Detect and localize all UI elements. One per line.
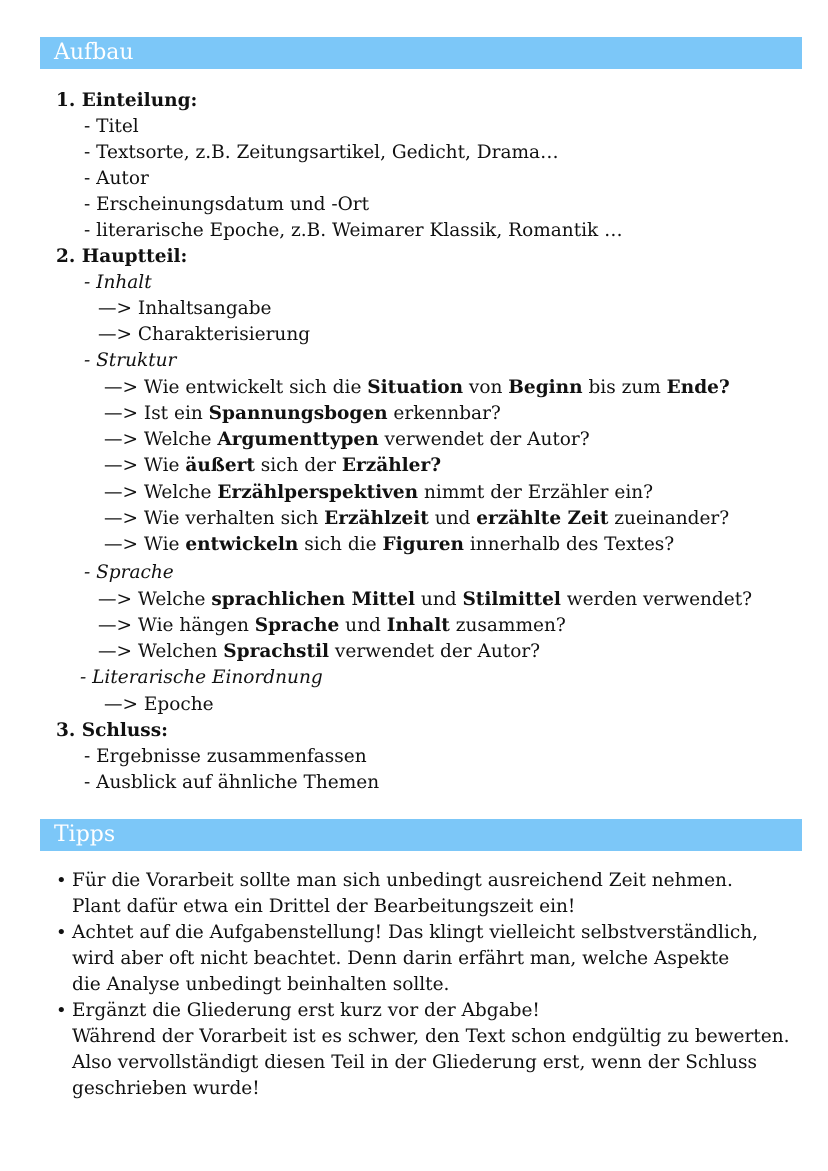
list-item: [104, 692, 214, 718]
list-item: - Ausblick auf ähnliche Themen: [84, 772, 380, 793]
text-run: —> Wie: [104, 455, 186, 476]
list-item: [104, 401, 501, 427]
list-item: [104, 453, 441, 479]
list-item: [104, 375, 730, 401]
text-run: —> Welchen: [98, 641, 224, 662]
text-run: —> Welche: [98, 589, 212, 610]
subsection-label-literarische-einordnung: - Literarische Einordnung: [80, 667, 323, 688]
text-run: —> Charakterisierung: [98, 324, 311, 345]
bullet-icon: •: [56, 1000, 67, 1021]
text-run: sich der: [254, 455, 342, 476]
list-item: - Titel: [84, 116, 139, 137]
text-run: innerhalb des Textes?: [463, 534, 675, 555]
tip-line: Während der Vorarbeit ist es schwer, den Text schon endgültig zu bewerten.: [72, 1026, 790, 1047]
bold-term: Ende?: [666, 377, 730, 398]
section-2-title: 2. Hauptteil:: [56, 246, 188, 267]
text-run: —> Wie entwickelt sich die: [104, 377, 368, 398]
list-item: [98, 639, 540, 665]
bullet-icon: •: [56, 922, 67, 943]
text-run: von: [463, 377, 509, 398]
list-item: - Autor: [84, 168, 149, 189]
bold-term: Erzähler?: [341, 455, 442, 476]
text-run: zueinander?: [608, 508, 730, 529]
list-item: [98, 613, 566, 639]
text-run: sich die: [298, 534, 383, 555]
list-item: [104, 532, 674, 558]
text-run: —> Ist ein: [104, 403, 209, 424]
text-run: verwendet der Autor?: [378, 429, 590, 450]
text-run: —> Welche: [104, 482, 218, 503]
subsection-label-inhalt: - Inhalt: [84, 272, 152, 293]
list-item: - literarische Epoche, z.B. Weimarer Klassik, Romantik …: [84, 220, 623, 241]
text-run: —> Inhaltsangabe: [98, 298, 272, 319]
list-item: [104, 480, 653, 506]
subsection-label-sprache: - Sprache: [84, 562, 174, 583]
text-run: und: [339, 615, 387, 636]
tip-line: Plant dafür etwa ein Drittel der Bearbeitungszeit ein!: [72, 896, 576, 917]
bold-term: Sprachstil: [223, 641, 330, 662]
tip-line: Achtet auf die Aufgabenstellung! Das klingt vielleicht selbstverständlich,: [72, 922, 759, 943]
bold-term: Figuren: [382, 534, 464, 555]
tip-line: geschrieben wurde!: [72, 1078, 260, 1099]
bold-term: Stilmittel: [462, 589, 561, 610]
section-3-title: 3. Schluss:: [56, 720, 168, 741]
list-item: [98, 587, 752, 613]
bold-term: entwickeln: [185, 534, 299, 555]
text-run: —> Wie: [104, 534, 186, 555]
tip-line: Für die Vorarbeit sollte man sich unbedingt ausreichend Zeit nehmen.: [72, 870, 733, 891]
list-item: [98, 296, 272, 322]
section-title-aufbau: Aufbau: [54, 40, 134, 65]
section-1-title: 1. Einteilung:: [56, 90, 198, 111]
text-run: —> Epoche: [104, 694, 214, 715]
text-run: —> Welche: [104, 429, 218, 450]
bold-term: Inhalt: [386, 615, 450, 636]
list-item: [104, 427, 590, 453]
bold-term: Beginn: [508, 377, 583, 398]
tip-line: die Analyse unbedingt beinhalten sollte.: [72, 974, 450, 995]
text-run: —> Wie verhalten sich: [104, 508, 325, 529]
text-run: und: [428, 508, 477, 529]
text-run: bis zum: [582, 377, 667, 398]
text-run: zusammen?: [449, 615, 566, 636]
text-run: werden verwendet?: [560, 589, 753, 610]
subsection-label-struktur: - Struktur: [84, 350, 177, 371]
tip-line: Also vervollständigt diesen Teil in der Gliederung erst, wenn der Schluss: [72, 1052, 757, 1073]
bold-term: Spannungsbogen: [208, 403, 388, 424]
text-run: verwendet der Autor?: [329, 641, 541, 662]
list-item: - Ergebnisse zusammenfassen: [84, 746, 367, 767]
list-item: [98, 322, 310, 348]
list-item: [104, 506, 729, 532]
bullet-icon: •: [56, 870, 67, 891]
section-title-tipps: Tipps: [54, 822, 116, 847]
text-run: —> Wie hängen: [98, 615, 255, 636]
text-run: und: [415, 589, 463, 610]
bold-term: Situation: [367, 377, 464, 398]
section-header-aufbau: [40, 37, 802, 69]
text-run: nimmt der Erzähler ein?: [418, 482, 654, 503]
bold-term: erzählte Zeit: [476, 508, 609, 529]
bold-term: Argumenttypen: [217, 429, 379, 450]
list-item: - Textsorte, z.B. Zeitungsartikel, Gedicht, Drama…: [84, 142, 559, 163]
section-header-tipps: [40, 819, 802, 851]
bold-term: Erzählzeit: [324, 508, 429, 529]
text-run: erkennbar?: [387, 403, 501, 424]
bold-term: Erzählperspektiven: [217, 482, 419, 503]
bold-term: äußert: [185, 455, 255, 476]
bold-term: Sprache: [254, 615, 340, 636]
tip-line: Ergänzt die Gliederung erst kurz vor der Abgabe!: [72, 1000, 540, 1021]
tip-line: wird aber oft nicht beachtet. Denn darin erfährt man, welche Aspekte: [72, 948, 730, 969]
list-item: - Erscheinungsdatum und -Ort: [84, 194, 370, 215]
bold-term: sprachlichen Mittel: [211, 589, 415, 610]
